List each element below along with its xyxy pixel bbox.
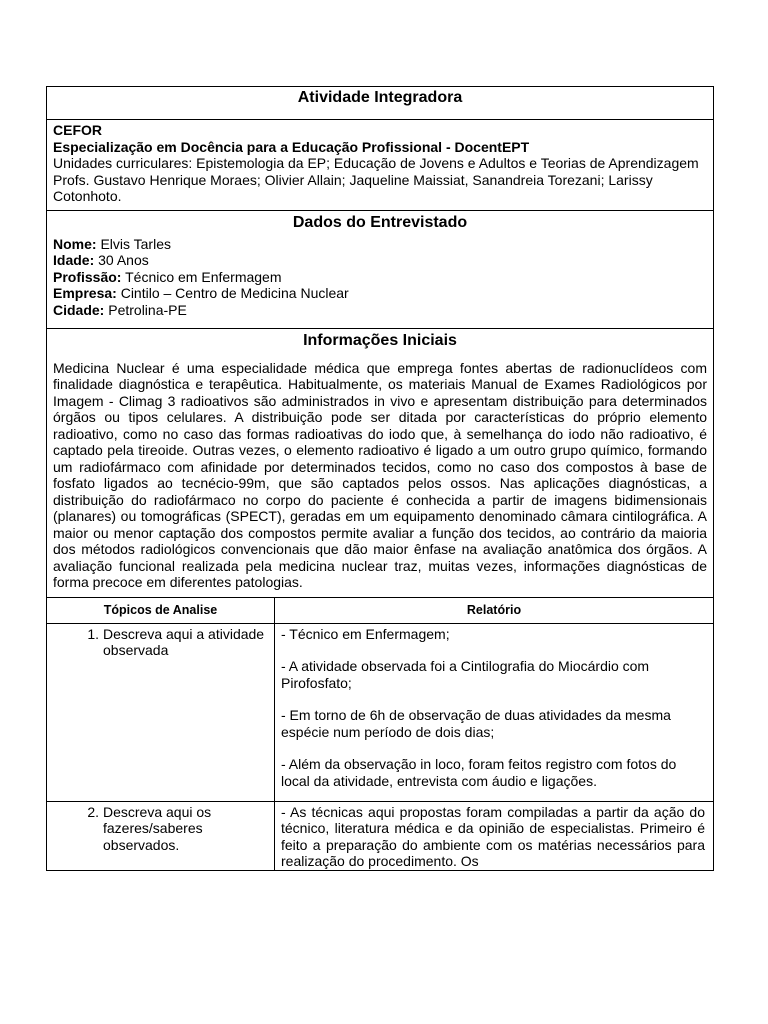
initial-info-text: Medicina Nuclear é uma especialidade médica que emprega fontes abertas de radionuclídeos com finalidade diagnóstica e terapêutica. Habitualmente, os materiais Manual de Exames Radiológicos por Imagem - Climag 3 radioativos são administrados in vivo e apresentam distribuição para determinados órgãos ou tipos celulares. A distribuição pode ser ditada por características do próprio elemento radioativo, como no caso das formas radioativas do iodo que, à semelhança do iodo não radioativo, é captado pela tireoide. Outras vezes, o elemento radioativo é ligado a um outro grupo químico, formando um radiofármaco com afinidade por determinados tecidos, como no caso dos compostos à base de fosfato ligados ao tecnécio-99m, que são captados pelos ossos. Nas aplicações diagnósticas, a distribuição do radiofármaco no corpo do paciente é conhecida a partir de imagens bidimensionais (planares) ou tomográficas (SPECT), geradas em um equipamento denominado câmara cintilográfica. A maior ou menor captação dos compostos permite avaliar a função dos tecidos, ao contrário da maioria dos métodos radiológicos convencionais que dão maior ênfase na avaliação anatômica dos órgãos. A avaliação funcional realizada pela medicina nuclear traz, muitas vezes, informações diagnósticas de forma precoce em diferentes patologias. (53, 359, 707, 590)
field-company: Empresa: Cintilo – Centro de Medicina Nuclear (53, 285, 349, 301)
topic-number: 1. (87, 625, 99, 642)
topic-text: Descreva aqui a atividade observada (103, 625, 265, 658)
report-paragraph: - Técnico em Enfermagem; (281, 625, 450, 642)
report-paragraph: - As técnicas aqui propostas foram compiladas a partir da ação do técnico, literatura médica e da opinião de especialistas. Primeiro é feito a preparação do ambiente com os matérias necessários para realização do procedimento. Os (281, 803, 705, 869)
column-header-report: Relatório (275, 598, 714, 624)
report-cell (275, 624, 713, 790)
initial-info-section (47, 329, 713, 598)
curricular-units: Unidades curriculares: Epistemologia da EP; Educação de Jovens e Adultos e Teorias de Aprendizagem (53, 155, 699, 171)
table-row (47, 801, 713, 870)
interviewee-title: Dados do Entrevistado (292, 213, 468, 231)
topic-number: 2. (87, 803, 99, 820)
org-name: CEFOR (53, 122, 102, 138)
field-name: Nome: Elvis Tarles (53, 235, 171, 252)
page-title: Atividade Integradora (47, 87, 713, 120)
professors: Profs. Gustavo Henrique Moraes; Olivier Allain; Jaqueline Maissiat, Sanandreia Torezani; Larissy Cotonhoto. (53, 171, 653, 204)
course-name: Especialização em Docência para a Educação Profissional - DocentEPT (53, 138, 530, 155)
initial-info-title: Informações Iniciais (303, 331, 457, 349)
analysis-table (47, 598, 713, 870)
report-paragraph: - A atividade observada foi a Cintilografia do Miocárdio com Pirofosfato; (281, 658, 650, 691)
column-header-topics: Tópicos de Analise (47, 598, 275, 624)
table-row (47, 623, 713, 801)
report-cell (275, 802, 713, 870)
cefor-section (47, 120, 713, 211)
topic-text: Descreva aqui os fazeres/saberes observados. (103, 803, 212, 853)
report-paragraph: - Em torno de 6h de observação de duas atividades da mesma espécie num período de dois dias; (281, 707, 671, 740)
document-form (46, 86, 714, 871)
interviewee-section (47, 211, 713, 329)
field-city: Cidade: Petrolina-PE (53, 301, 187, 318)
field-profession: Profissão: Técnico em Enfermagem (53, 268, 282, 285)
field-age: Idade: 30 Anos (53, 252, 149, 268)
report-paragraph: - Além da observação in loco, foram feitos registro com fotos do local da atividade, entrevista com áudio e ligações. (281, 756, 677, 789)
